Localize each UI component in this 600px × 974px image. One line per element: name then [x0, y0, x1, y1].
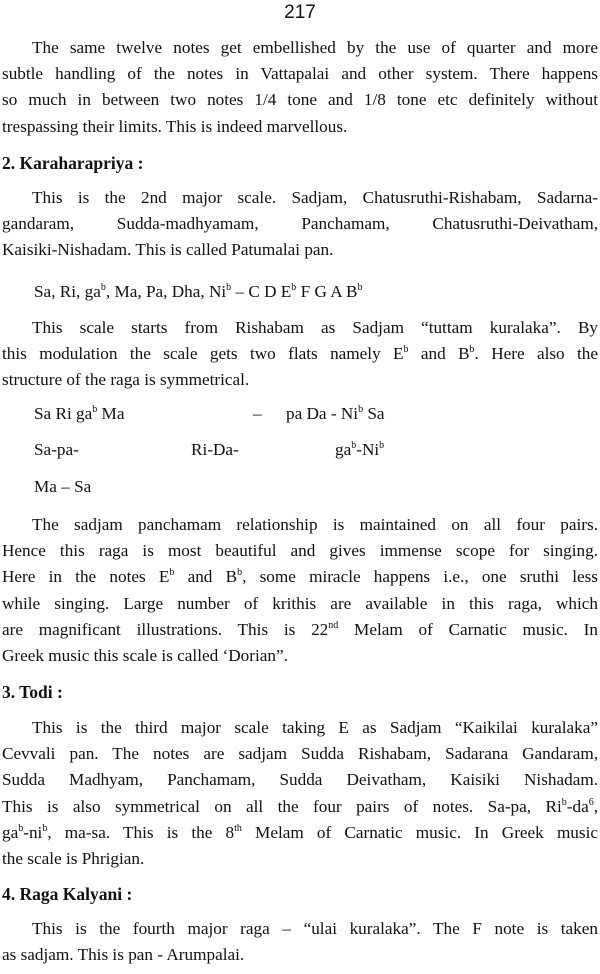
text-line: $ga^b-ni^b$, ma-sa. This is the 8th Melam of Carnatic music. In Greek music [2, 822, 598, 842]
text-line: Here in the notes $E^b$ and $B^b$, some miracle happens i.e., one sruthi less [2, 567, 598, 587]
paragraph-todi [2, 715, 598, 872]
text-line: This is the 2nd major scale. Sadjam, Chatusruthi-Rishabam, Sadarna- [32, 188, 598, 207]
heading-raga-kalyani: 4. Raga Kalyani : [2, 884, 133, 904]
paragraph-karaharapriya [2, 185, 598, 264]
text-line: structure of the raga is symmetrical. [2, 370, 250, 390]
paragraph-sadjam-panchamam [2, 512, 598, 669]
text-line: so much in between two notes 1/4 tone and 1/8 tone etc definitely without [2, 90, 598, 110]
heading-karaharapriya: 2. Karaharapriya : [2, 153, 144, 173]
text-line: Cevvali pan. The notes are sadjam Sudda Rishabam, Sadarana Gandaram, [2, 744, 598, 764]
text-line: this modulation the scale gets two flats namely $E^b$ and $B^b$. Here also the [2, 344, 599, 364]
pair-sa-pa: Sa-pa- [34, 440, 79, 459]
pair-ri-da: Ri-Da- [191, 440, 239, 459]
text-line: the scale is Phrigian. [2, 849, 145, 869]
scale-notes-line: Sa, Ri, $ga^b$, Ma, Pa, Dha, Ni$^b$ – C D $E^b$ F G A $B^b$ [34, 282, 363, 301]
text-line: This scale starts from Rishabam as Sadjam “tuttam kuralaka”. By [32, 318, 598, 337]
text-line: are magnificant illustrations. This is 22nd Melam of Carnatic music. In [2, 619, 598, 639]
text-line: Kaisiki-Nishadam. This is called Patumalai pan. [2, 240, 334, 260]
heading-todi: 3. Todi : [2, 682, 63, 702]
text-line: This is the fourth major raga – “ulai kuralaka”. The F note is taken [32, 919, 598, 938]
text-line: while singing. Large number of krithis are available in this raga, which [2, 593, 598, 613]
text-line: Hence this raga is most beautiful and gives immense scope for singing. [2, 541, 598, 561]
text-line: subtle handling of the notes in Vattapalai and other system. There happens [2, 64, 598, 84]
page-number: 217 [284, 2, 316, 23]
text-line: This is also symmetrical on all the four pairs of notes. Sa-pa, $Ri^b-da^6$, [2, 796, 598, 816]
paragraph-modulation [2, 315, 598, 394]
text-line: gandaram, Sudda-madhyamam, Panchamam, Chatusruthi-Deivatham, [2, 214, 598, 234]
text-line: Greek music this scale is called ‘Dorian”. [2, 646, 288, 666]
pair-line-1: Sa Ri $ga^b$ Ma [34, 404, 125, 423]
text-line: trespassing their limits. This is indeed marvellous. [2, 116, 348, 136]
text-line: Sudda Madhyam, Panchamam, Sudda Deivatham, Kaisiki Nishadam. [2, 770, 598, 790]
text-line: The same twelve notes get embellished by the use of quarter and more [32, 38, 598, 57]
pair-line-1-right: pa Da - Ni$^b$ Sa [286, 404, 385, 423]
pair-ma-sa: Ma – Sa [34, 477, 92, 496]
text-line: as sadjam. This is pan - Arumpalai. [2, 945, 245, 965]
pair-ga-ni: $ga^b-Ni^b$ [335, 440, 385, 459]
text-line: The sadjam panchamam relationship is maintained on all four pairs. [32, 515, 598, 534]
paragraph-kalyani [2, 916, 598, 968]
pair-dash: – [253, 404, 262, 423]
text-line: This is the third major scale taking E as Sadjam “Kaikilai kuralaka” [32, 718, 598, 737]
paragraph-intro [2, 35, 598, 140]
